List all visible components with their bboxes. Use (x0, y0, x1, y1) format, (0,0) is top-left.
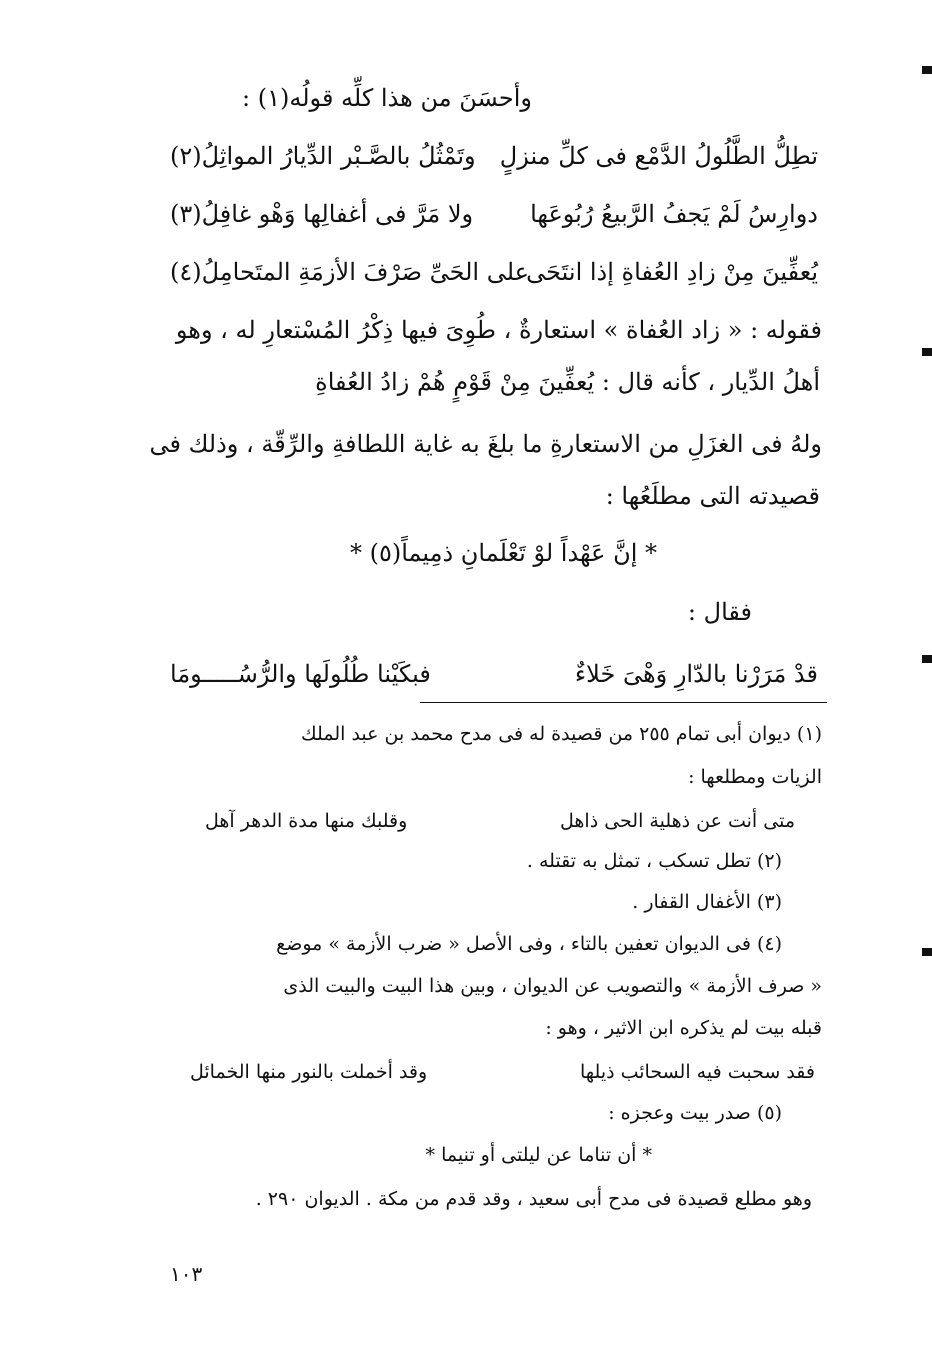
footnote-2: (٢) تطل تسكب ، تمثل به تقتله . (526, 850, 782, 872)
footnote-1-verse-second: وقلبك منها مدة الدهر آهل (205, 810, 408, 832)
verse-1-second-hemistich: وتَمْثُلُ بالصَّـبْر الدِّيارُ المواثِلُ(٢) (170, 142, 476, 170)
margin-mark (922, 348, 932, 356)
footnote-4-verse-first: فقد سحبت فيه السحائب ذيلها (579, 1061, 815, 1083)
footnote-4-line-2: « صرف الأزمة » والتصويب عن الديوان ، وبين هذا البيت والبيت الذى (283, 975, 822, 997)
margin-mark (922, 948, 932, 956)
footnote-1-verse-first: متى أنت عن ذهلية الحى ذاهل (560, 810, 795, 832)
footnote-4-line-3: قبله بيت لم يذكره ابن الاثير ، وهو : (545, 1017, 822, 1039)
faqal-label: فقال : (687, 598, 752, 626)
poem-opening-line: * إنَّ عَهْداً لوْ تَعْلَمانِ ذمِيماً(٥) * (349, 539, 657, 567)
footnote-4-verse-second: وقد أخملت بالنور منها الخمائل (190, 1061, 428, 1083)
margin-mark (922, 655, 932, 663)
footnote-1-line-2: الزيات ومطلعها : (688, 766, 822, 788)
paragraph-line-1: ولهُ فى الغزَلِ من الاستعارةِ ما بلغَ به غاية اللطافةِ والرِّقّة ، وذلك فى (149, 430, 822, 458)
final-verse-second-hemistich: فبكَيْنا طُلُولَها والرُّسُـــــومَا (170, 660, 431, 688)
commentary-line-2: أهلُ الدِّيار ، كأنه قال : يُعفِّينَ مِنْ قَوْمٍ هُمْ زادُ العُفاةِ (315, 368, 820, 396)
footnote-4-line-1: (٤) فى الديوان تعفين بالتاء ، وفى الأصل « ضرب الأزمة » موضع (276, 933, 782, 955)
page-number: ١٠٣ (170, 1262, 203, 1286)
final-verse-first-hemistich: قدْ مَرَرْنا بالدّارِ وَهْىَ خَلاءٌ (574, 660, 818, 688)
verse-3-second-hemistich: على الحَىِّ صَرْفَ الأزمَةِ المتَحامِلُ(٤) (170, 258, 529, 286)
verse-3-first-hemistich: يُعفِّينَ مِنْ زادِ العُفاةِ إذا انتَحَى (526, 258, 818, 286)
verse-1-first-hemistich: تطِلُّ الطَّلُولُ الدَّمْع فى كلِّ منزلٍ (499, 142, 818, 170)
margin-mark (922, 66, 932, 74)
footnote-5-verse: * أن تناما عن ليلتى أو تنيما * (425, 1144, 652, 1166)
commentary-line-1: فقوله : « زاد العُفاة » استعارةٌ ، طُوِىَ فيها ذِكْرُ المُسْتعارِ له ، وهو (175, 316, 822, 344)
footnote-3: (٣) الأغفال القفار . (632, 891, 782, 913)
paragraph-line-2: قصيدته التى مطلَعُها : (605, 482, 820, 510)
footnote-5: (٥) صدر بيت وعجزه : (608, 1102, 782, 1124)
intro-line: وأحسَنَ من هذا كلِّه قولُه(١) : (242, 84, 532, 112)
footnote-separator (420, 702, 827, 703)
footnote-5-line-2: وهو مطلع قصيدة فى مدح أبى سعيد ، وقد قدم من مكة . الديوان ٢٩٠ . (255, 1188, 812, 1210)
verse-2-first-hemistich: دوارِسُ لَمْ يَجفُ الرَّبيعُ رُبُوعَها (530, 200, 818, 228)
footnote-1-line-1: (١) ديوان أبى تمام ٢٥٥ من قصيدة له فى مدح محمد بن عبد الملك (301, 723, 822, 745)
verse-2-second-hemistich: ولا مَرَّ فى أغفالِها وَهْو غافِلُ(٣) (170, 200, 474, 228)
